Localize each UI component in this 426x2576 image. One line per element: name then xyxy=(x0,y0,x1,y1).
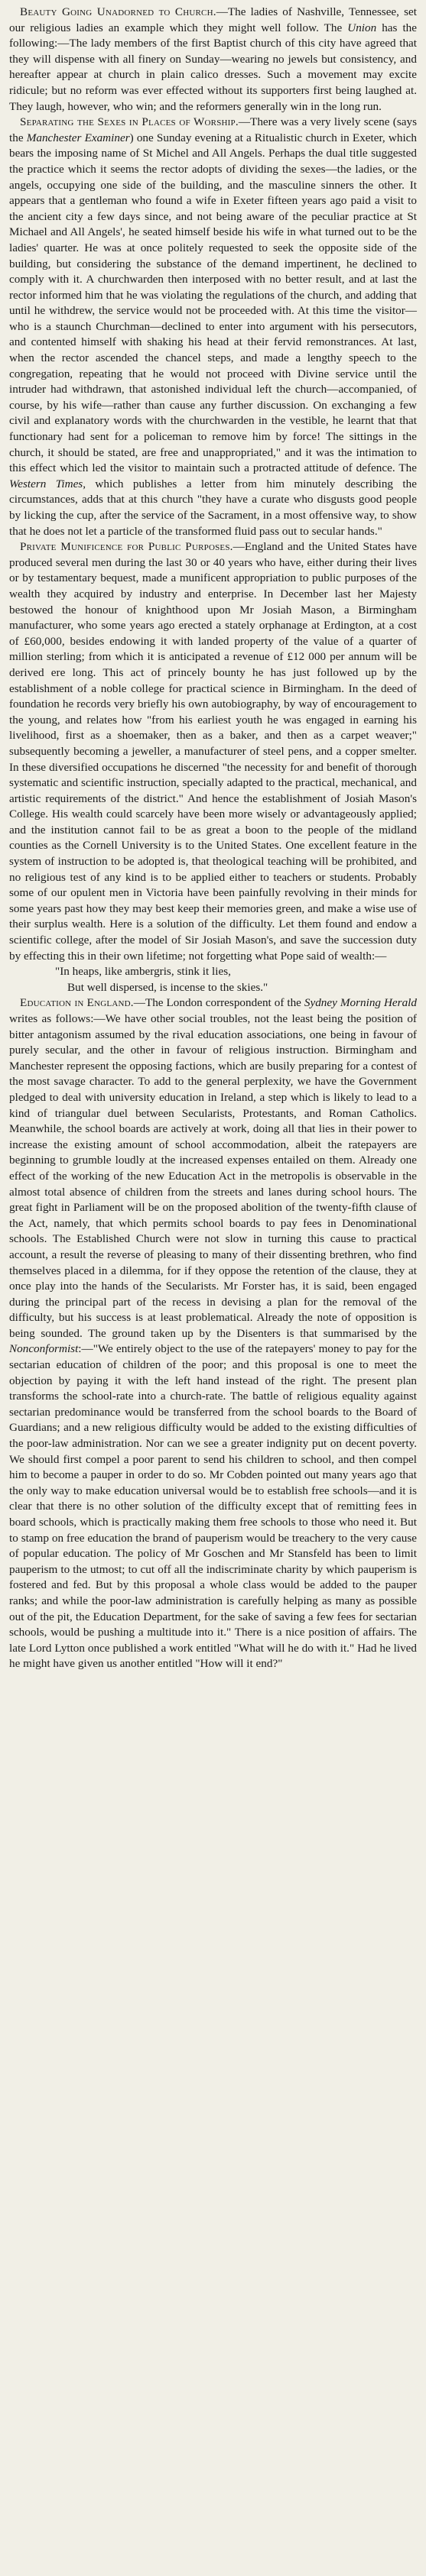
body-text: —There was a very lively scene (says the xyxy=(9,115,417,144)
body-text: writes as follows:—We have other social troubles, not the least being the position of bitter antagonism assumed by the rival education associations, one being in favour of purely secular, and the other in favour of religious instruction. Birmingham and Manchester represent the opposing factions, which are busily preparing for a contest of the most savage character. To add to the general perplexity, we have the Government pledged to deal with university education in Ireland, a step which is likely to lead to a kind of triangular duel between Secularists, Protestants, and Roman Catholics. Meanwhile, the school boards are actively at work, doing all that lies in their power to increase the existing amount of school accommodation, albeit the ratepayers are beginning to grumble loudly at the increased expenses entailed on them. Already one effect of the working of the new Education Act in the metropolis is observable in the almost total absence of children from the streets and lanes during school hours. The great fight in Parliament will be on the proposed abolition of the twenty-fifth clause of the Act, namely, that which permits school boards to pay fees in Denominational schools. The Established Church were not slow in turning this cause to practical account, a result the reverse of pleasing to many of their dissenting brethren, who find themselves placed in a dilemma, for if they oppose the retention of the clause, they at once play into the hands of the Secularists. Mr Forster has, it is said, been engaged during the principal part of the recess in devising a plan for the removal of the difficulty, but his success is at least problematical. Already the note of opposition is being sounded. The ground taken up by the Disenters is that summarised by the xyxy=(9,1012,417,1340)
article-heading: Beauty Going Unadorned to Church. xyxy=(20,5,216,18)
publication-title: Manchester Examiner xyxy=(26,131,130,144)
article-heading: Separating the Sexes in Places of Worship. xyxy=(20,115,239,129)
article-paragraph xyxy=(9,115,417,539)
body-text: , which publishes a letter from him minutely describing the circumstances, adds that at this church "they have a curate who disgusts good people by licking the cup, after the service of the Sacrament, in a most offensive way, to show that he does not let a particle of the transformed fluid pass out to secular hands." xyxy=(9,477,417,538)
article-paragraph xyxy=(9,995,417,1672)
verse-line: But well dispersed, is incense to the skies." xyxy=(67,980,268,994)
publication-title: Sydney Morning Herald xyxy=(304,996,417,1010)
body-text: —England and the United States have produced several men during the last 30 or 40 years who have, either during their lives or by testamentary bequest, made a munificent appropriation to public purposes of the wealth they acquired by industry and enterprise. In December last her Majesty bestowed the honour of knighthood upon Mr Josiah Mason, a Birmingham manufacturer, who some years ago erected a stately orphanage at Erdington, at a cost of £60,000, besides endowing it with landed property of the value of a quarter of million sterling; from which it is anticipated a revenue of £12 000 per annum will be derived ere long. This act of princely bounty he has just followed up by the establishment of a noble college for practical science in Birmingham. In the deed of foundation he records very briefly his own autobiography, by way of encouragement to the young, and relates how "from his earliest youth he was engaged in earning his livelihood, first as a shoemaker, then as a baker, and then as a carpet weaver;" subsequently becoming a jeweller, a manufacturer of steel pens, and a copper smelter. In these diversified occupations he discerned "the necessity for and benefit of thorough systematic and scientific instruction, specially adapted to the practical, mechanical, and artistic requirements of the district." And hence the establishment of Josiah Mason's College. His wealth could scarcely have been more wisely or advantageously applied; and the institution cannot fail to be as great a boon to the people of the midland counties as the Cornell University is to the United States. One excellent feature in the system of instruction to be adopted is, that theological teaching will be prohibited, and no religious test of any kind is to be applied either to teachers or students. Probably some of our opulent men in Victoria have been painfully revolving in their minds for some years past how they may best keep their memories green, and make a wise use of their surplus wealth. Here is a solution of the difficulty. Let them found and endow a scientific college, after the model of Sir Josiah Mason's, and save the succession duty by effecting this in their own lifetime; not forgetting what Pope said of wealth:— xyxy=(9,540,417,963)
body-text: —The London correspondent of the xyxy=(133,996,304,1010)
verse-line: "In heaps, like ambergris, stink it lies, xyxy=(55,965,231,979)
verse-quote xyxy=(9,964,417,995)
body-text: —The ladies of Nashville, Tennessee, set our religious ladies an example which they might well follow. The xyxy=(9,5,418,34)
publication-title: Nonconformist xyxy=(9,1342,79,1356)
body-text: ) one Sunday evening at a Ritualistic church in Exeter, which bears the imposing name of St Michel and All Angels. Perhaps the dual title suggested the practice which it seems the rector adopts of dividing the sexes—the ladies, or the angels, occupying one side of the building, and the masculine sinners the other. It appears that a gentleman who found a wife in Exeter fifteen years ago paid a visit to the ancient city a few days since, and not being aware of the peculiar practice at St Michael and All Angels', he seated himself beside his wife in what turned out to be the ladies' quarter. He was at once politely requested to seek the opposite side of the building, but considering the substance of the demand impertinent, he declined to comply with it. A churchwarden then interposed with no better result, and at last the rector informed him that he was violating the regulations of the church, and adding that until he withdrew, the service would not be proceeded with. At this time the visitor—who is a staunch Churchman—declined to enter into argument with his persecutors, and contented himself with shaking his head at their fervid remonstrances. At last, when the rector ascended the chancel steps, and made a lengthy speech to the congregation, repeating that he would not proceed with Divine service until the intruder had withdrawn, that astonished individual left the church—accompanied, of course, by his wife—rather than cause any further discussion. On exchanging a few civil and explanatory words with the churchwarden in the vestible, he learnt that that functionary had sent for a policeman to remove him by force! The sittings in the church, it should be stated, are free and unappropriated," and it was the intimation to this effect which led the visitor to maintain such a protracted attitude of defence. The xyxy=(9,131,418,475)
body-text: :—"We entirely object to the use of the ratepayers' money to pay for the sectarian education of children of the poor; and this proposal is one to meet the objection by paying it with the left hand instead of the right. The present plan transforms the school-rate into a church-rate. The battle of religious equality against sectarian predominance would be transferred from the school boards to the Board of Guardians; and a new religious difficulty would be added to the existing difficulties of the poor-law administration. Nor can we see a greater indignity put on decent poverty. We should first compel a poor parent to send his children to school, and then compel him to become a pauper in order to do so. Mr Cobden pointed out many years ago that the only way to make education universal would be to establish free schools—and it is clear that there is no other solution of the difficulty except that of remitting fees in board schools, which is practically making them free schools to those who need it. But to stamp on free education the brand of pauperism would be treachery to the very cause of popular education. The policy of Mr Goschen and Mr Stansfeld has been to limit pauperism to the utmost; to cut off all the indiscriminate charity by which pauperism is fostered and fed. But by this proposal a whole class would be added to the pauper ranks; and while the poor-law administration is carefully helping as many as possible out of the pit, the Education Department, for the sake of saving a few fees for sectarian schools, would be pushing a multitude into it." There is a nice position of affairs. The late Lord Lytton once published a work entitled "What will he do with it." Had he lived he might have given us another entitled "How will it end?" xyxy=(9,1342,417,1671)
article-heading: Private Munificence for Public Purposes. xyxy=(20,540,233,554)
publication-title: Union xyxy=(347,21,377,34)
body-text: has the following:—The lady members of the first Baptist church of this city have agreed that they will dispense with all finery on Sunday—wearing no jewels but consistency, and hereafter appear at church in plain calico dresses. Such a movement may excite ridicule; but no reform was ever effected without its supporters first being laughed at. They laugh, however, who win; and the reformers generally win in the long run. xyxy=(9,21,417,113)
publication-title: Western Times xyxy=(9,477,83,490)
article-paragraph xyxy=(9,539,417,964)
article-paragraph xyxy=(9,5,417,115)
article-heading: Education in England. xyxy=(20,996,134,1010)
